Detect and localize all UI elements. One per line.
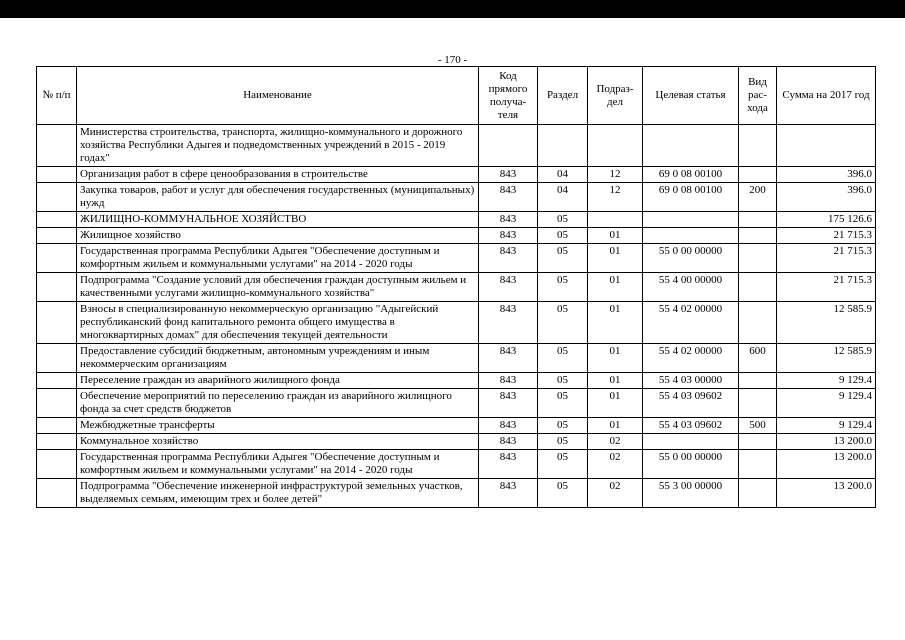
table-header-row xyxy=(37,67,876,125)
cell-section: 04 xyxy=(538,167,588,183)
cell-subsection: 01 xyxy=(588,273,643,302)
cell-subsection: 01 xyxy=(588,344,643,373)
table-row xyxy=(37,373,876,389)
cell-exp-type xyxy=(739,450,777,479)
cell-name: Закупка товаров, работ и услуг для обеспечения государственных (муниципальных) нужд xyxy=(77,183,479,212)
table-row xyxy=(37,273,876,302)
cell-amount: 175 126.6 xyxy=(777,212,876,228)
cell-target xyxy=(643,434,739,450)
cell-section: 05 xyxy=(538,434,588,450)
table-row xyxy=(37,167,876,183)
cell-code: 843 xyxy=(479,302,538,344)
top-border-bar xyxy=(0,0,905,18)
table-row xyxy=(37,434,876,450)
cell-exp-type xyxy=(739,479,777,508)
cell-name: Министерства строительства, транспорта, жилищно-коммунального и дорожного хозяйства Республики Адыгея и подведомственных учреждений в 2015 - 2019 годах" xyxy=(77,125,479,167)
table-row xyxy=(37,389,876,418)
cell-code: 843 xyxy=(479,389,538,418)
cell-subsection: 01 xyxy=(588,244,643,273)
cell-name: Предоставление субсидий бюджетным, автономным учреждениям и иным некоммерческим организациям xyxy=(77,344,479,373)
cell-exp-type xyxy=(739,125,777,167)
cell-name: Обеспечение мероприятий по переселению граждан из аварийного жилищного фонда за счет средств бюджетов xyxy=(77,389,479,418)
cell-num xyxy=(37,273,77,302)
table-row xyxy=(37,302,876,344)
header-target: Целевая статья xyxy=(643,67,739,125)
cell-section: 05 xyxy=(538,344,588,373)
cell-target: 55 3 00 00000 xyxy=(643,479,739,508)
cell-amount: 21 715.3 xyxy=(777,228,876,244)
cell-target xyxy=(643,125,739,167)
cell-section: 05 xyxy=(538,389,588,418)
cell-name: Межбюджетные трансферты xyxy=(77,418,479,434)
cell-amount: 21 715.3 xyxy=(777,244,876,273)
cell-num xyxy=(37,167,77,183)
cell-code: 843 xyxy=(479,167,538,183)
cell-target: 55 4 03 09602 xyxy=(643,389,739,418)
cell-amount: 13 200.0 xyxy=(777,434,876,450)
cell-subsection: 01 xyxy=(588,389,643,418)
cell-name: Коммунальное хозяйство xyxy=(77,434,479,450)
cell-subsection: 12 xyxy=(588,183,643,212)
cell-section: 05 xyxy=(538,302,588,344)
cell-num xyxy=(37,373,77,389)
cell-exp-type: 200 xyxy=(739,183,777,212)
table-row xyxy=(37,344,876,373)
cell-num xyxy=(37,434,77,450)
cell-name: Переселение граждан из аварийного жилищного фонда xyxy=(77,373,479,389)
cell-exp-type xyxy=(739,273,777,302)
page-number: - 170 - xyxy=(437,54,468,66)
cell-amount: 396.0 xyxy=(777,167,876,183)
cell-code xyxy=(479,125,538,167)
cell-subsection: 02 xyxy=(588,479,643,508)
cell-subsection: 12 xyxy=(588,167,643,183)
cell-num xyxy=(37,212,77,228)
cell-code: 843 xyxy=(479,418,538,434)
cell-target: 55 0 00 00000 xyxy=(643,450,739,479)
cell-section: 05 xyxy=(538,244,588,273)
header-subsection: Подраз-дел xyxy=(588,67,643,125)
cell-num xyxy=(37,125,77,167)
cell-subsection xyxy=(588,212,643,228)
cell-exp-type xyxy=(739,212,777,228)
cell-target: 55 4 00 00000 xyxy=(643,273,739,302)
table-row xyxy=(37,450,876,479)
cell-section: 05 xyxy=(538,450,588,479)
cell-name: Взносы в специализированную некоммерческую организацию "Адыгейский республиканский фонд капитального ремонта общего имущества в многоквартирных домах" для обеспечения текущей деятельности xyxy=(77,302,479,344)
table-row xyxy=(37,479,876,508)
cell-exp-type: 500 xyxy=(739,418,777,434)
cell-amount: 9 129.4 xyxy=(777,373,876,389)
cell-code: 843 xyxy=(479,450,538,479)
cell-target: 55 4 03 09602 xyxy=(643,418,739,434)
cell-section: 05 xyxy=(538,228,588,244)
cell-code: 843 xyxy=(479,273,538,302)
table-row xyxy=(37,183,876,212)
cell-subsection: 02 xyxy=(588,450,643,479)
cell-amount: 396.0 xyxy=(777,183,876,212)
table-row xyxy=(37,228,876,244)
budget-table xyxy=(36,66,876,508)
cell-target: 69 0 08 00100 xyxy=(643,183,739,212)
cell-exp-type xyxy=(739,228,777,244)
cell-num xyxy=(37,450,77,479)
cell-subsection xyxy=(588,125,643,167)
cell-target: 55 4 02 00000 xyxy=(643,344,739,373)
cell-amount: 12 585.9 xyxy=(777,344,876,373)
table-row xyxy=(37,244,876,273)
cell-amount: 12 585.9 xyxy=(777,302,876,344)
cell-num xyxy=(37,302,77,344)
cell-subsection: 01 xyxy=(588,373,643,389)
table-row xyxy=(37,212,876,228)
cell-code: 843 xyxy=(479,212,538,228)
cell-section: 04 xyxy=(538,183,588,212)
cell-subsection: 01 xyxy=(588,418,643,434)
cell-name: Подпрограмма "Обеспечение инженерной инфраструктурой земельных участков, выделяемых семьям, имеющим трех и более детей" xyxy=(77,479,479,508)
cell-target: 55 4 02 00000 xyxy=(643,302,739,344)
cell-code: 843 xyxy=(479,479,538,508)
cell-section: 05 xyxy=(538,273,588,302)
cell-code: 843 xyxy=(479,344,538,373)
header-code: Код прямого получа-теля xyxy=(479,67,538,125)
header-num: № п/п xyxy=(37,67,77,125)
cell-target: 55 4 03 00000 xyxy=(643,373,739,389)
cell-subsection: 01 xyxy=(588,302,643,344)
cell-num xyxy=(37,479,77,508)
cell-name: Организация работ в сфере ценообразования в строительстве xyxy=(77,167,479,183)
cell-amount xyxy=(777,125,876,167)
cell-amount: 13 200.0 xyxy=(777,479,876,508)
cell-exp-type xyxy=(739,244,777,273)
cell-name: ЖИЛИЩНО-КОММУНАЛЬНОЕ ХОЗЯЙСТВО xyxy=(77,212,479,228)
cell-num xyxy=(37,183,77,212)
cell-code: 843 xyxy=(479,373,538,389)
cell-exp-type: 600 xyxy=(739,344,777,373)
cell-code: 843 xyxy=(479,244,538,273)
header-amount: Сумма на 2017 год xyxy=(777,67,876,125)
cell-exp-type xyxy=(739,167,777,183)
cell-section: 05 xyxy=(538,373,588,389)
cell-amount: 21 715.3 xyxy=(777,273,876,302)
header-exp-type: Вид рас-хода xyxy=(739,67,777,125)
cell-code: 843 xyxy=(479,228,538,244)
cell-exp-type xyxy=(739,373,777,389)
cell-subsection: 01 xyxy=(588,228,643,244)
cell-code: 843 xyxy=(479,434,538,450)
cell-num xyxy=(37,344,77,373)
cell-exp-type xyxy=(739,389,777,418)
cell-section: 05 xyxy=(538,212,588,228)
cell-name: Государственная программа Республики Адыгея "Обеспечение доступным и комфортным жильем и коммунальными услугами" на 2014 - 2020 годы xyxy=(77,450,479,479)
cell-target xyxy=(643,212,739,228)
cell-target: 69 0 08 00100 xyxy=(643,167,739,183)
cell-code: 843 xyxy=(479,183,538,212)
cell-exp-type xyxy=(739,434,777,450)
table-row xyxy=(37,418,876,434)
cell-target xyxy=(643,228,739,244)
cell-amount: 13 200.0 xyxy=(777,450,876,479)
cell-section: 05 xyxy=(538,418,588,434)
cell-exp-type xyxy=(739,302,777,344)
cell-section: 05 xyxy=(538,479,588,508)
cell-section xyxy=(538,125,588,167)
cell-target: 55 0 00 00000 xyxy=(643,244,739,273)
cell-num xyxy=(37,228,77,244)
cell-name: Подпрограмма "Создание условий для обеспечения граждан доступным жильем и качественными услугами жилищно-коммунального хозяйства" xyxy=(77,273,479,302)
header-name: Наименование xyxy=(77,67,479,125)
cell-name: Государственная программа Республики Адыгея "Обеспечение доступным и комфортным жильем и коммунальными услугами" на 2014 - 2020 годы xyxy=(77,244,479,273)
cell-num xyxy=(37,389,77,418)
cell-amount: 9 129.4 xyxy=(777,389,876,418)
cell-num xyxy=(37,244,77,273)
cell-name: Жилищное хозяйство xyxy=(77,228,479,244)
table-row xyxy=(37,125,876,167)
header-section: Раздел xyxy=(538,67,588,125)
cell-amount: 9 129.4 xyxy=(777,418,876,434)
cell-subsection: 02 xyxy=(588,434,643,450)
cell-num xyxy=(37,418,77,434)
